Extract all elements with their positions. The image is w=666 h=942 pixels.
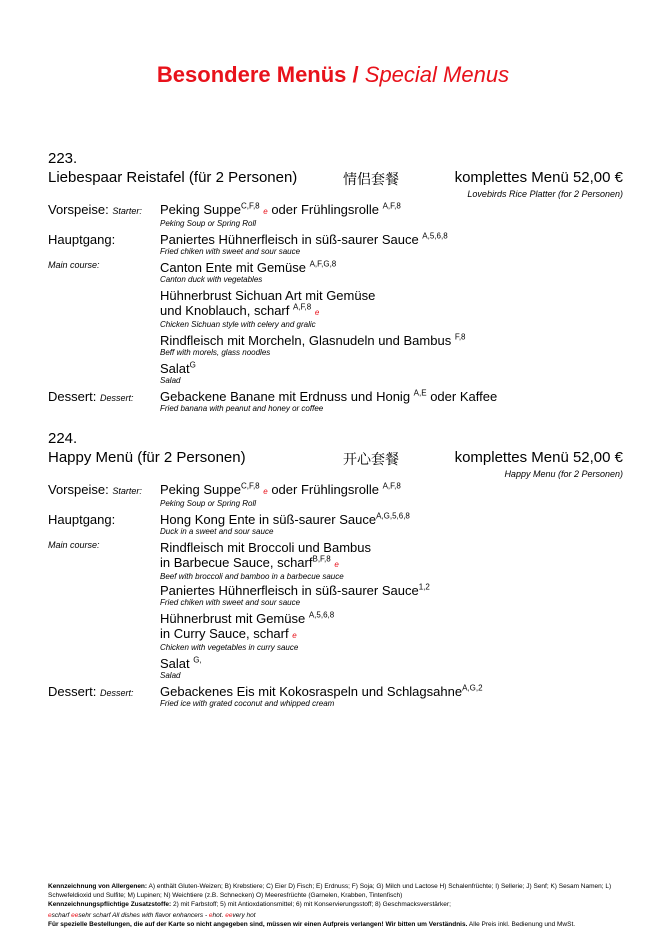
menu-price: komplettes Menü 52,00 €	[454, 449, 623, 466]
title-en: Special Menus	[364, 62, 510, 87]
order-notice: Für spezielle Bestellungen, die auf der Karte so nicht angegeben sind, müssen wir einen Aufpreis verlangen! Wir bitten um Verständnis. Alle Preis inkl. Bedienung und MwSt.	[48, 921, 576, 928]
dish-en: Salad	[160, 376, 181, 385]
label-dessert-en: Dessert:	[100, 688, 134, 698]
page-title	[0, 62, 666, 88]
dish: Peking Suppe$^{C,F,8}$ e oder Frühlingsrolle $^{A,F,8}$	[160, 481, 401, 497]
course-starter	[48, 482, 623, 509]
dish: Paniertes Hühnerfleisch in süß-saurer Sauce$^{1,2}$	[160, 582, 430, 598]
menu-name: Happy Menü (für 2 Personen)	[48, 449, 246, 466]
dish-en: Chicken Sichuan style with celery and gralic	[160, 320, 316, 329]
label-main: Hauptgang:	[48, 512, 116, 527]
label-main-en: Main course:	[48, 260, 100, 270]
label-main-en: Main course:	[48, 540, 100, 550]
dish-en: Canton duck with vegetables	[160, 275, 263, 284]
menu-chinese-name: 情侣套餐	[343, 172, 399, 188]
dish: Peking Suppe$^{C,F,8}$ e oder Frühlingsrolle $^{A,F,8}$	[160, 201, 401, 217]
allergen-note: Kennzeichnung von Allergenen: A) enthält Gluten-Weizen; B) Krebstiere; C) Eier D) Fisch; E) Erdnuss; F) Soja; G) Milch und Lactose H) Schalenfrüchte; I) Sellerie; J) Senf; K) Sesam Namen; L) Schwefeldioxid und Sulfite; M) Lupinen; N) Weichtiere (z.B. Schnecken) O) Meeresfrüchte (Garnelen, Krabben, Tintenfisch)	[48, 883, 612, 899]
dish: in Barbecue Sauce, scharf$^{B,F,8}$ e	[160, 554, 339, 570]
spice-legend: escharf eesehr scharf All dishes with flavor enhancers - ehot. eevery hot	[48, 912, 256, 919]
label-starter-en: Starter:	[112, 206, 142, 216]
dish-en: Fried ice with grated coconut and whipped cream	[160, 699, 335, 708]
label-dessert: Dessert:	[48, 389, 97, 404]
label-main: Hauptgang:	[48, 232, 116, 247]
menu-chinese-name: 开心套餐	[343, 452, 399, 468]
spicy-mark: e	[263, 207, 268, 216]
dish-en: Peking Soup or Spring Roll	[160, 219, 257, 228]
dish: Salat $^{G,}$	[160, 655, 202, 671]
label-starter: Vorspeise:	[48, 482, 109, 497]
menu-header	[48, 169, 623, 189]
dish: Gebackene Banane mit Erdnuss und Honig $^{A,E}$ oder Kaffee	[160, 388, 498, 404]
label-dessert: Dessert:	[48, 684, 97, 699]
spicy-mark: e	[263, 487, 268, 496]
title-de: Besondere Menüs /	[156, 62, 359, 87]
menu-223	[48, 150, 623, 414]
menu-name: Liebespaar Reistafel (für 2 Personen)	[48, 169, 298, 186]
course-dessert	[48, 684, 623, 709]
menu-subtitle: Lovebirds Rice Platter (for 2 Personen)	[467, 189, 623, 199]
dish: Rindfleisch mit Morcheln, Glasnudeln und Bambus $^{F,8}$	[160, 332, 466, 348]
dish: in Curry Sauce, scharf e	[160, 626, 297, 641]
dish-en: Beff with morels, glass noodles	[160, 348, 271, 357]
menu-subtitle: Happy Menu (for 2 Personen)	[504, 469, 623, 479]
menu-number: 224.	[48, 430, 78, 447]
menu-number: 223.	[48, 150, 78, 167]
footer-notes	[48, 882, 623, 929]
dish: Canton Ente mit Gemüse $^{A,F,G,8}$	[160, 259, 337, 275]
label-starter: Vorspeise:	[48, 202, 109, 217]
menu-price: komplettes Menü 52,00 €	[454, 169, 623, 186]
dish-en: Salad	[160, 671, 181, 680]
dish: Paniertes Hühnerfleisch in süß-saurer Sauce $^{A,5,6,8}$	[160, 231, 448, 247]
dish-en: Duck in a sweet and sour sauce	[160, 527, 274, 536]
dish-en: Beef with broccoli and bamboo in a barbecue sauce	[160, 572, 344, 581]
menu-224	[48, 430, 623, 709]
course-dessert	[48, 389, 623, 414]
dish: und Knoblauch, scharf $^{A,F,8}$ e	[160, 302, 320, 318]
course-main	[48, 512, 623, 681]
additive-note: Kennzeichnungspflichtige Zusatzstoffe: 2) mit Farbstoff; 5) mit Antioxdationsmittel; 6) mit Konservierungsstoff; 8) Geschmacksverstärker;	[48, 901, 451, 908]
dish-en: Fried chiken with sweet and sour sauce	[160, 598, 301, 607]
label-starter-en: Starter:	[112, 486, 142, 496]
spicy-mark: e	[314, 308, 320, 317]
dish: Gebackenes Eis mit Kokosraspeln und Schlagsahne$^{A,G,2}$	[160, 683, 483, 699]
spicy-mark: e	[292, 631, 297, 640]
label-dessert-en: Dessert:	[100, 393, 134, 403]
dish: Hühnerbrust mit Gemüse $^{A,5,6,8}$	[160, 610, 335, 626]
spicy-mark: e	[334, 560, 339, 569]
dish-en: Fried chiken with sweet and sour sauce	[160, 247, 301, 256]
dish-en: Peking Soup or Spring Roll	[160, 499, 257, 508]
dish: Salat$^G$	[160, 360, 196, 376]
dish: Hühnerbrust Sichuan Art mit Gemüse	[160, 288, 376, 303]
course-main	[48, 232, 623, 386]
dish: Hong Kong Ente in süß-saurer Sauce$^{A,G,5,6,8}$	[160, 511, 410, 527]
dish-en: Chicken with vegetables in curry sauce	[160, 643, 299, 652]
menu-header	[48, 449, 623, 469]
dish-en: Fried banana with peanut and honey or coffee	[160, 404, 324, 413]
course-starter	[48, 202, 623, 229]
dish: Rindfleisch mit Broccoli und Bambus	[160, 540, 371, 555]
